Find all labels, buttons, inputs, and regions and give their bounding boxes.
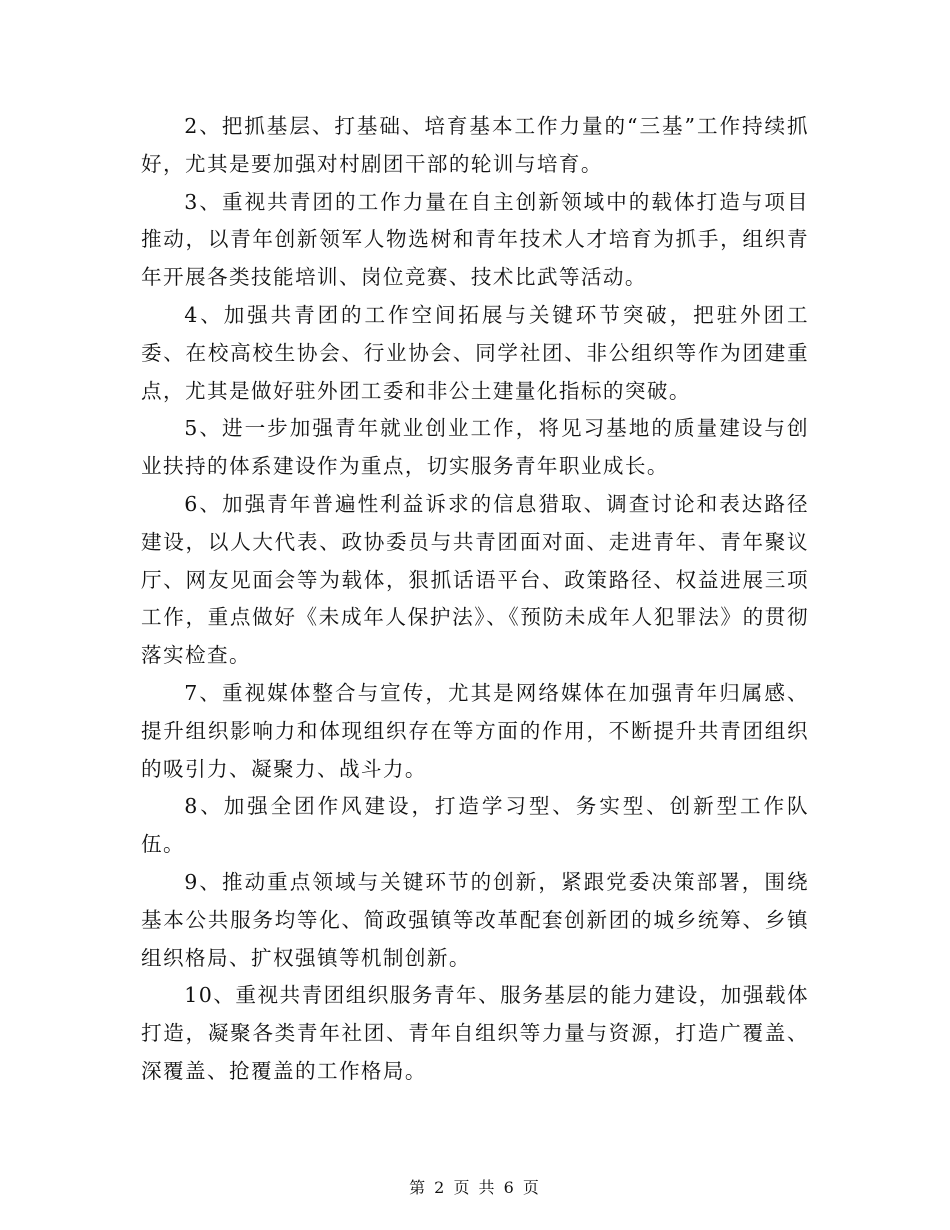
paragraph-item-3: 3、重视共青团的工作力量在自主创新领域中的载体打造与项目推动，以青年创新领军人物选树和青年技术人才培育为抓手，组织青年开展各类技能培训、岗位竞赛、技术比武等活动。 — [141, 189, 809, 290]
page-footer — [0, 1175, 950, 1198]
paragraph-item-7: 7、重视媒体整合与宣传，尤其是网络媒体在加强青年归属感、提升组织影响力和体现组织存在等方面的作用，不断提升共青团组织的吸引力、凝聚力、战斗力。 — [141, 680, 809, 781]
paragraph-item-10: 10、重视共青团组织服务青年、服务基层的能力建设，加强载体打造，凝聚各类青年社团、青年自组织等力量与资源，打造广覆盖、深覆盖、抢覆盖的工作格局。 — [141, 983, 809, 1083]
paragraph-item-2: 2、把抓基层、打基础、培育基本工作力量的“三基”工作持续抓好，尤其是要加强对村剧团干部的轮训与培育。 — [141, 114, 809, 176]
document-body — [141, 108, 809, 1091]
paragraph-item-5: 5、进一步加强青年就业创业工作，将见习基地的质量建设与创业扶持的体系建设作为重点，切实服务青年职业成长。 — [141, 416, 809, 479]
paragraph-item-8: 8、加强全团作风建设，打造学习型、务实型、创新型工作队伍。 — [141, 794, 809, 857]
paragraph-item-6: 6、加强青年普遍性利益诉求的信息猎取、调查讨论和表达路径建设，以人大代表、政协委员与共青团面对面、走进青年、青年聚议厅、网友见面会等为载体，狠抓话语平台、政策路径、权益进展三项工作，重点做好《未成年人保护法》、《预防未成年人犯罪法》的贯彻落实检查。 — [141, 491, 809, 668]
paragraph-item-9: 9、推动重点领域与关键环节的创新，紧跟党委决策部署，围绕基本公共服务均等化、简政强镇等改革配套创新团的城乡统筹、乡镇组织格局、扩权强镇等机制创新。 — [141, 869, 809, 970]
paragraph-item-4: 4、加强共青团的工作空间拓展与关键环节突破，把驻外团工委、在校高校生协会、行业协会、同学社团、非公组织等作为团建重点，尤其是做好驻外团工委和非公土建量化指标的突破。 — [141, 302, 809, 403]
page-number-label: 第 2 页 共 6 页 — [409, 1178, 541, 1197]
